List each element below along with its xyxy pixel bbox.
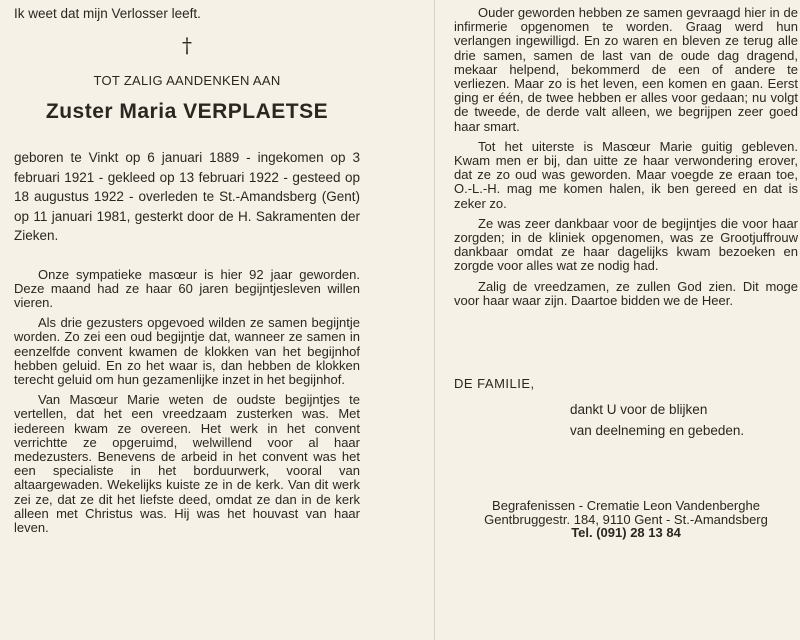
paragraph: Tot het uiterste is Masœur Marie guitig gebleven. Kwam men er bij, dan uitte ze haar verwondering erover, dat ze zo oud was geworden. Maar voegde ze eraan toe, O.-L.-H. mag me komen halen, ik ben gereed en dat is zeker zo. — [454, 138, 798, 211]
paragraph: Zalig de vreedzamen, ze zullen God zien. Dit moge voor haar waar zijn. Daartoe bidden we de Heer. — [454, 278, 798, 308]
paragraph: Als drie gezusters opgevoed wilden ze samen begijntje worden. Zo zei een oud begijntje dat, wanneer ze samen in eenzelfde convent kwamen de klokken van het begijnhof hebben geluid. En zo het waar is, dan hebben de klokken terecht geluid om hun gezamenlijke inzet in het begijnhof. — [14, 315, 360, 387]
paragraph: Ouder geworden hebben ze samen gevraagd hier in de infirmerie opgenomen te worden. Graag werd hun verlangen ingewilligd. En zo waren en bleven ze terug alle drie samen, samen de last van de oude dag dragend, mekaar helpend, bekommerd de een of andere te verliezen. Maar zo is het leven, een komen en gaan. Eerst ging er één, de twee hebben er alles voor gedaan; nu volgt de tweede, de derde valt alleen, we begrijpen zeer goed haar smart. — [454, 5, 798, 134]
left-page — [14, 6, 360, 541]
funeral-home-address: Gentbruggestr. 184, 9110 Gent - St.-Amandsberg — [484, 511, 768, 527]
memory-line: TOT ZALIG AANDENKEN AAN — [93, 73, 281, 88]
paragraph: Van Masœur Marie weten de oudste begijntjes te vertellen, dat het een vreedzaam zusterken was. Met iedereen kwam ze overeen. Het werk in het convent verrichtte ze opgeruimd, welwillend voor al haar medezusters. Benevens de arbeid in het convent was het een specialiste in het borduurwerk, vooral van altaargewaden. Wekelijks kuiste ze in de kerk. Van dit werk zei ze, dat ze dit het liefste deed, omdat ze dan in de kerk alleen met Christus was. Hij was het houvast van haar leven. — [14, 392, 360, 535]
funeral-home-name: Begrafenissen - Crematie Leon Vandenberghe — [492, 498, 760, 514]
left-paragraphs — [14, 268, 360, 536]
funeral-home-phone: Tel. (091) 28 13 84 — [571, 525, 681, 541]
funeral-home-info — [454, 499, 798, 540]
biography: geboren te Vinkt op 6 januari 1889 - ingekomen op 3 februari 1921 - gekleed op 13 februari 1922 - gesteed op 18 augustus 1922 - overleden te St.-Amandsberg (Gent) op 11 januari 1981, gesterkt door de H. Sakramenten der Zieken. — [14, 150, 360, 243]
paragraph: Ze was zeer dankbaar voor de begijntjes die voor haar zorgden; in de kliniek opgenomen, was ze Grootjuffrouw dankbaar omdat ze haar dagelijks kwam bezoeken en zorgde voor alles wat ze nodig had. — [454, 215, 798, 274]
thanks-block — [570, 399, 798, 441]
family-title: DE FAMILIE, — [454, 376, 535, 392]
thanks-line: van deelneming en gebeden. — [570, 423, 745, 439]
fold-divider — [434, 0, 435, 640]
paragraph: Onze sympatieke masœur is hier 92 jaar geworden. Deze maand had ze haar 60 jaren begijntjesleven willen vieren. — [14, 266, 360, 310]
cross-icon: † — [182, 33, 192, 57]
thanks-line: dankt U voor de blijken — [570, 402, 708, 418]
deceased-name: Zuster Maria VERPLAETSE — [45, 100, 329, 123]
epigraph: Ik weet dat mijn Verlosser leeft. — [14, 6, 201, 21]
right-page — [454, 6, 798, 540]
